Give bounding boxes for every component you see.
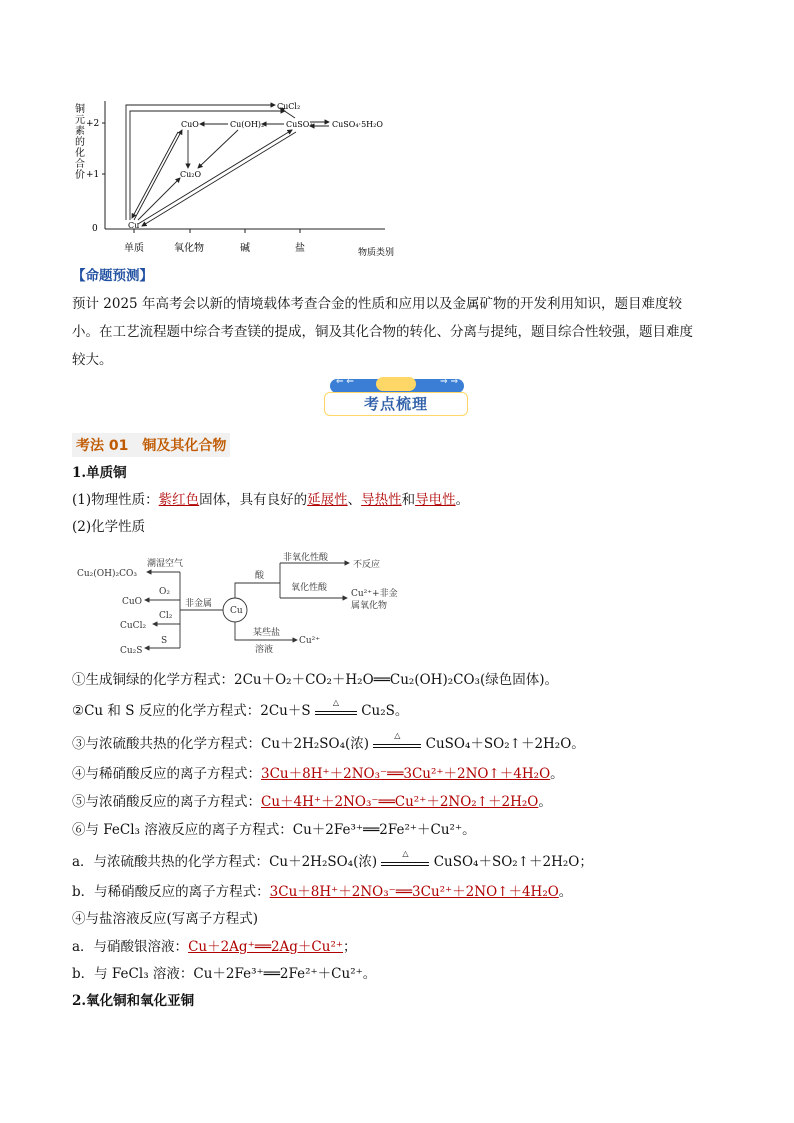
node-cuso4: CuSO₄ (286, 120, 313, 129)
y-axis-label: 铜元素的化合价 (75, 104, 85, 181)
banner-title: 考点梳理 (363, 395, 428, 413)
cd-s: S (161, 636, 168, 646)
eq-1: ①生成铜绿的化学方程式：2Cu＋O₂＋CO₂＋H₂O══Cu₂(OH)₂CO₃(绿色固体)。 (72, 672, 558, 688)
cd-ox-acid: 氧化性酸 (291, 583, 328, 593)
cd-cucl2: CuCl₂ (120, 621, 147, 631)
salt-reaction-title: ④与盐溶液反应(写离子方程式) (72, 911, 259, 927)
answer-ductility: 延展性 (307, 492, 348, 508)
xtick-category: 物质类别 (358, 248, 395, 258)
copper-chemical-diagram (75, 548, 415, 660)
eq-salt-b: b．与 FeCl₃ 溶液：Cu＋2Fe³⁺══2Fe²⁺＋Cu²⁺。 (72, 966, 377, 982)
subsection-1-title: 1.单质铜 (72, 465, 127, 481)
section-heading: 考法 01 铜及其化合物 (72, 433, 230, 457)
eq-4: ④与稀硝酸反应的离子方程式：3Cu＋8H⁺＋2NO₃⁻══3Cu²⁺＋2NO↑＋4H₂O。 (72, 766, 564, 782)
ytick-plus2: +2 (86, 119, 100, 129)
cd-cu2plus: Cu²⁺ (299, 636, 321, 646)
answer-eq-salt-a: Cu＋2Ag⁺══2Ag＋Cu²⁺ (188, 939, 343, 955)
cd-salt-1: 某些盐 (253, 628, 281, 638)
cd-cu2-nonmetal: Cu²⁺+非金 (351, 589, 398, 599)
answer-electric: 导电性 (415, 492, 456, 508)
chemical-properties-title: (2)化学性质 (72, 519, 146, 535)
answer-eq4: 3Cu＋8H⁺＋2NO₃⁻══3Cu²⁺＋2NO↑＋4H₂O (261, 766, 551, 782)
eq-3: ③与浓硫酸共热的化学方程式：Cu＋2H₂SO₄(浓) △ CuSO₄＋SO₂↑＋2H₂O。 (72, 731, 585, 752)
cd-cl2: Cl₂ (159, 611, 173, 621)
xtick-base: 碱 (240, 243, 250, 254)
eq-6: ⑥与 FeCl₃ 溶液反应的离子方程式：Cu＋2Fe³⁺══2Fe²⁺＋Cu²⁺。 (72, 822, 476, 838)
node-cu: Cu (128, 221, 140, 230)
cd-cu: Cu (230, 606, 243, 616)
prediction-line-2: 小。在工艺流程题中综合考查镁的提成，铜及其化合物的转化、分离与提纯，题目综合性较强，题目难度 (72, 324, 693, 340)
cd-salt-2: 溶液 (255, 645, 274, 655)
banner (324, 377, 468, 417)
eq-5: ⑤与浓硝酸反应的离子方程式：Cu＋4H⁺＋2NO₃⁻══Cu²⁺＋2NO₂↑＋2H₂O。 (72, 794, 552, 810)
xtick-element: 单质 (124, 243, 144, 254)
ytick-zero: 0 (92, 224, 98, 234)
subsection-2-title: 2.氧化铜和氧化亚铜 (72, 993, 195, 1009)
eq-b: b．与稀硝酸反应的离子方程式：3Cu＋8H⁺＋2NO₃⁻══3Cu²⁺＋2NO↑＋4H₂O。 (72, 884, 573, 900)
cd-cuo: CuO (122, 597, 143, 607)
cd-nonox-acid: 非氧化性酸 (283, 553, 329, 563)
answer-eq-b: 3Cu＋8H⁺＋2NO₃⁻══3Cu²⁺＋2NO↑＋4H₂O (269, 884, 559, 900)
answer-thermal: 导热性 (361, 492, 402, 508)
prediction-line-3: 较大。 (72, 352, 113, 368)
eq-2: ②Cu 和 S 反应的化学方程式：2Cu＋S △ Cu₂S。 (72, 698, 409, 719)
eq-a: a．与浓硫酸共热的化学方程式：Cu＋2H₂SO₄(浓) △ CuSO₄＋SO₂↑＋2H₂O； (72, 849, 593, 870)
cd-cu2oh2co3: Cu₂(OH)₂CO₃ (77, 569, 138, 579)
node-cu2o: Cu₂O (180, 170, 202, 179)
physical-properties: (1)物理性质：紫红色固体，具有良好的延展性、导热性和导电性。 (72, 492, 470, 508)
cd-no-reaction: 不反应 (353, 560, 381, 570)
banner-bar: ⇐ ⇐ ⇒ ⇒ (330, 379, 464, 393)
node-cucl2: CuCl₂ (277, 102, 301, 111)
cd-acid: 酸 (255, 571, 265, 581)
xtick-oxide: 氧化物 (174, 243, 204, 254)
prediction-heading: 【命题预测】 (72, 268, 153, 284)
banner-box (324, 392, 468, 416)
ytick-plus1: +1 (86, 170, 100, 180)
prediction-line-1: 预计 2025 年高考会以新的情境载体考查合金的性质和应用以及金属矿物的开发利用知识，题目难度较 (72, 296, 682, 312)
copper-valence-diagram (70, 98, 400, 260)
xtick-salt: 盐 (295, 243, 305, 254)
cd-nonmetal-oxide: 属氧化物 (351, 601, 388, 611)
banner-tab (376, 377, 416, 391)
cd-humid-air: 潮湿空气 (147, 559, 184, 569)
eq-salt-a: a．与硝酸银溶液：Cu＋2Ag⁺══2Ag＋Cu²⁺； (72, 939, 357, 955)
node-cuoh2: Cu(OH)₂ (230, 120, 265, 129)
cd-nonmetal: 非金属 (185, 599, 213, 609)
answer-purple-red: 紫红色 (158, 492, 200, 508)
node-cuo: CuO (181, 120, 199, 129)
answer-eq5: Cu＋4H⁺＋2NO₃⁻══Cu²⁺＋2NO₂↑＋2H₂O (261, 794, 539, 810)
cd-o2: O₂ (159, 587, 170, 597)
node-cuso4-5h2o: CuSO₄·5H₂O (332, 120, 383, 129)
cd-cu2s: Cu₂S (120, 646, 143, 656)
